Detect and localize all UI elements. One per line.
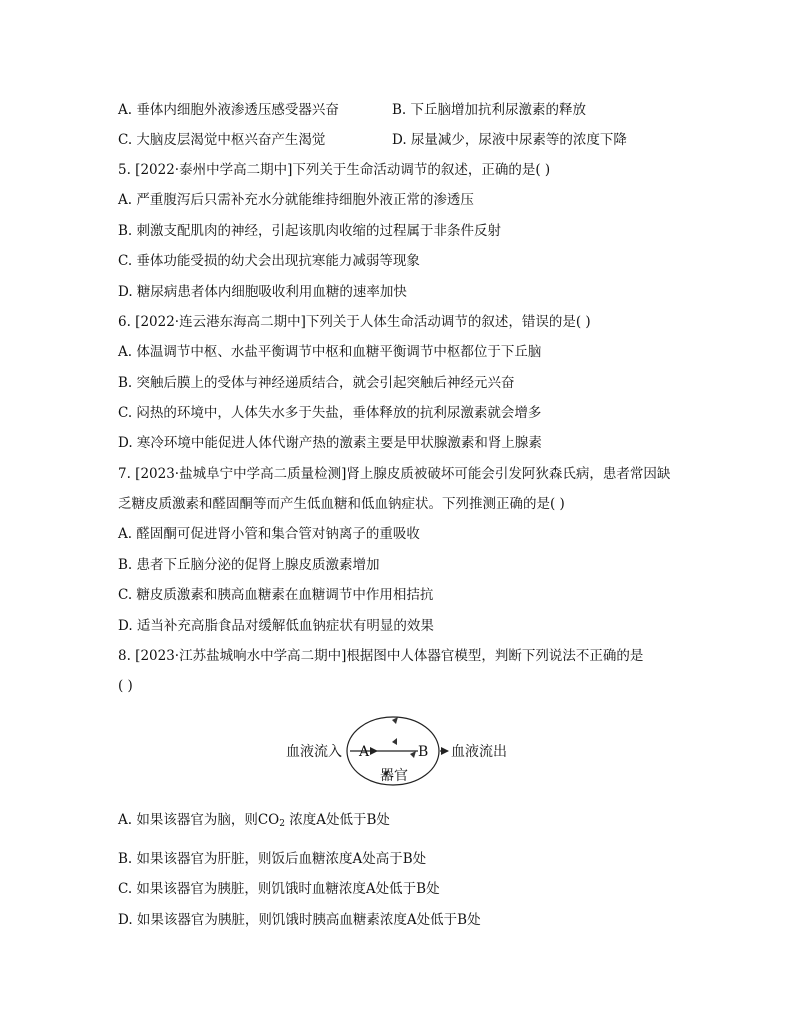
- q4-option-c: C. 大脑皮层渴觉中枢兴奋产生渴觉: [118, 132, 326, 148]
- flow-direction-mark-icon: [392, 738, 397, 745]
- q4-option-a: A. 垂体内细胞外液渗透压感受器兴奋: [118, 102, 339, 118]
- inflow-arrow-icon: [370, 747, 378, 755]
- inflow-label: 血液流入: [286, 744, 342, 760]
- point-b-label: B: [418, 744, 429, 760]
- q6-stem: 6. [2022·连云港东海高二期中]下列关于人体生命活动调节的叙述，错误的是( ): [118, 314, 591, 330]
- organ-blood-flow-diagram: [280, 712, 520, 790]
- organ-label: 器官: [380, 768, 408, 784]
- q4-option-d: D. 尿量减少，尿液中尿素等的浓度下降: [392, 132, 627, 148]
- flow-direction-mark-icon: [410, 751, 416, 758]
- q7-option-c: C. 糖皮质激素和胰高血糖素在血糖调节中作用相拮抗: [118, 587, 434, 603]
- q7-option-b: B. 患者下丘脑分泌的促肾上腺皮质激素增加: [118, 557, 380, 573]
- q6-option-b: B. 突触后膜上的受体与神经递质结合，就会引起突触后神经元兴奋: [118, 375, 515, 391]
- q5-option-b: B. 刺激支配肌肉的神经，引起该肌肉收缩的过程属于非条件反射: [118, 223, 502, 239]
- q5-option-d: D. 糖尿病患者体内细胞吸收利用血糖的速率加快: [118, 284, 407, 300]
- q6-option-d: D. 寒冷环境中能促进人体代谢产热的激素主要是甲状腺激素和肾上腺素: [118, 435, 542, 451]
- q7-stem-line-2: 乏糖皮质激素和醛固酮等而产生低血糖和低血钠症状。下列推测正确的是( ): [118, 496, 565, 512]
- q6-option-a: A. 体温调节中枢、水盐平衡调节中枢和血糖平衡调节中枢都位于下丘脑: [118, 344, 542, 360]
- q8-option-a: [118, 811, 390, 833]
- q8-option-a-text: A. 如果该器官为脑，则CO: [118, 812, 280, 828]
- q5-option-a: A. 严重腹泻后只需补充水分就能维持细胞外液正常的渗透压: [118, 192, 474, 208]
- q5-option-c: C. 垂体功能受损的幼犬会出现抗寒能力减弱等现象: [118, 253, 420, 269]
- q8-stem-line-2: ( ): [118, 678, 133, 694]
- q8-stem-line-1: 8. [2023·江苏盐城响水中学高二期中]根据图中人体器官模型，判断下列说法不正确的是: [118, 648, 644, 664]
- q7-stem-line-1: 7. [2023·盐城阜宁中学高二质量检测]肾上腺皮质被破坏可能会引发阿狄森氏病，患者常因缺: [118, 466, 671, 482]
- q8-option-c: C. 如果该器官为胰脏，则饥饿时血糖浓度A处低于B处: [118, 881, 440, 897]
- point-a-label: A: [359, 744, 370, 760]
- q8-option-a-subscript: 2: [279, 819, 285, 829]
- outflow-label: 血液流出: [451, 744, 507, 760]
- q8-option-b: B. 如果该器官为肝脏，则饭后血糖浓度A处高于B处: [118, 851, 427, 867]
- flow-direction-mark-icon: [392, 717, 398, 724]
- q8-option-a-text-end: 浓度A处低于B处: [284, 812, 390, 828]
- q7-option-a: A. 醛固酮可促进肾小管和集合管对钠离子的重吸收: [118, 526, 420, 542]
- outflow-arrow-icon: [441, 747, 449, 755]
- q5-stem: 5. [2022·泰州中学高二期中]下列关于生命活动调节的叙述，正确的是( ): [118, 162, 551, 178]
- q8-option-d: D. 如果该器官为胰脏，则饥饿时胰高血糖素浓度A处低于B处: [118, 912, 481, 928]
- q6-option-c: C. 闷热的环境中，人体失水多于失盐，垂体释放的抗利尿激素就会增多: [118, 405, 542, 421]
- q4-option-b: B. 下丘脑增加抗利尿激素的释放: [392, 102, 587, 118]
- q7-option-d: D. 适当补充高脂食品对缓解低血钠症状有明显的效果: [118, 618, 434, 634]
